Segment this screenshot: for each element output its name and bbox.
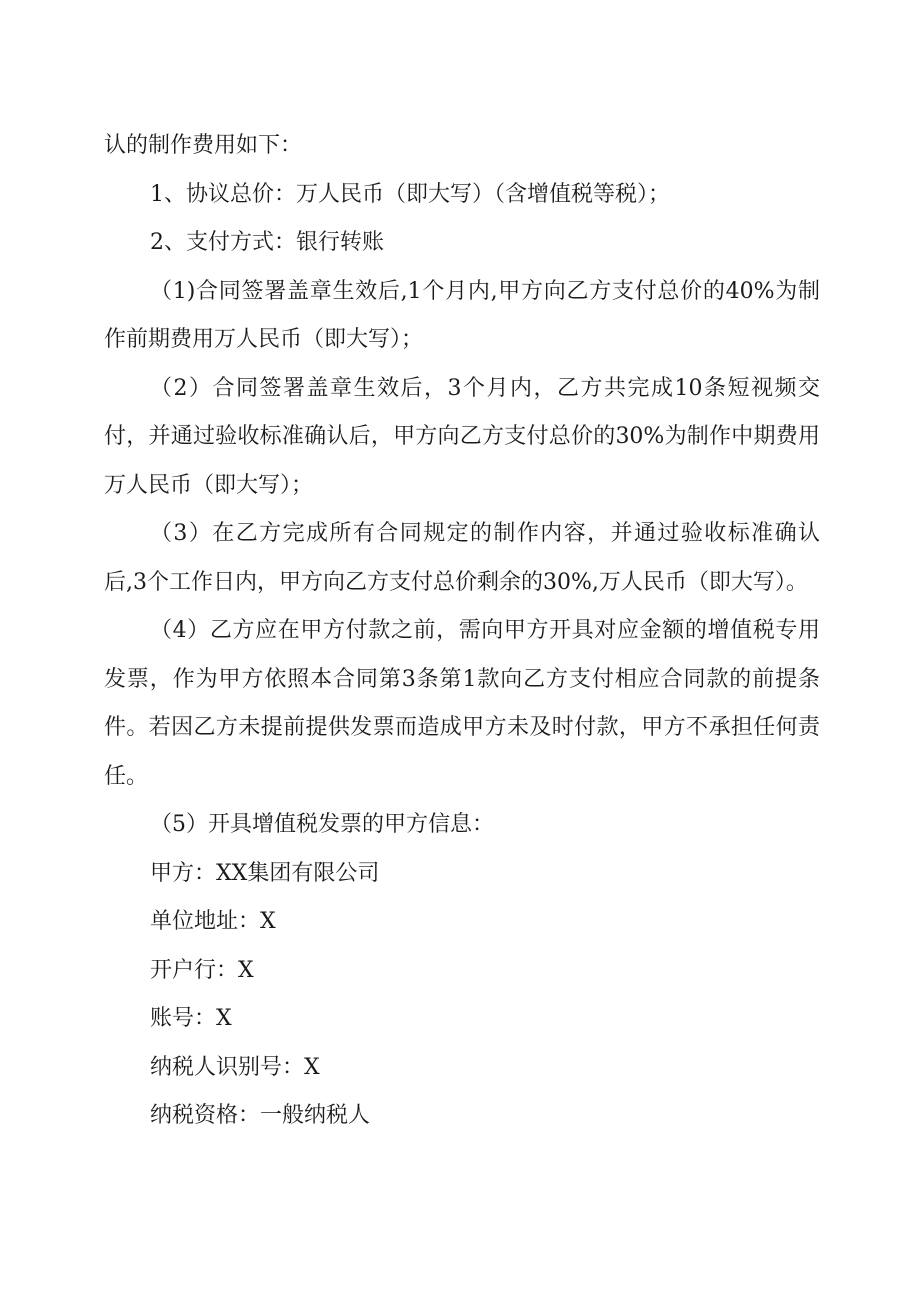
- field-bank: 开户行：X: [150, 957, 254, 983]
- paragraph-total-price: 1、协议总价：万人民币（即大写）（含增值税等税）；: [150, 181, 670, 207]
- field-party-a: 甲方：XX集团有限公司: [150, 860, 380, 886]
- paragraph-payment-1: （1)合同签署盖章生效后,1个月内,甲方向乙方支付总价的40%为制作前期费用万人民币（即大写）；: [104, 278, 820, 352]
- paragraph-invoice-info-heading: （5）开具增值税发票的甲方信息：: [150, 812, 494, 837]
- paragraph-invoice-condition: （4）乙方应在甲方付款之前，需向甲方开具对应金额的增值税专用发票，作为甲方依照本合同第3条第1款向乙方支付相应合同款的前提条件。若因乙方未提前提供发票而造成甲方未及时付款，甲方不承担任何责任。: [104, 618, 820, 789]
- field-address: 单位地址：X: [150, 909, 276, 934]
- paragraph-payment-3: （3）在乙方完成所有合同规定的制作内容，并通过验收标准确认后,3个工作日内，甲方向乙方支付总价剩余的30%,万人民币（即大写）。: [104, 521, 820, 595]
- paragraph-payment-method: 2、支付方式：银行转账: [150, 230, 384, 255]
- paragraph-payment-2: （2）合同签署盖章生效后，3个月内，乙方共完成10条短视频交付，并通过验收标准确认后，甲方向乙方支付总价的30%为制作中期费用万人民币（即大写）；: [104, 375, 820, 498]
- field-taxpayer-id: 纳税人识别号：X: [150, 1054, 320, 1080]
- paragraph-fee-intro: 认的制作费用如下：: [104, 133, 303, 158]
- field-account: 账号：X: [150, 1006, 232, 1031]
- field-taxpayer-status: 纳税资格：一般纳税人: [150, 1103, 371, 1128]
- document-body: [104, 122, 820, 1141]
